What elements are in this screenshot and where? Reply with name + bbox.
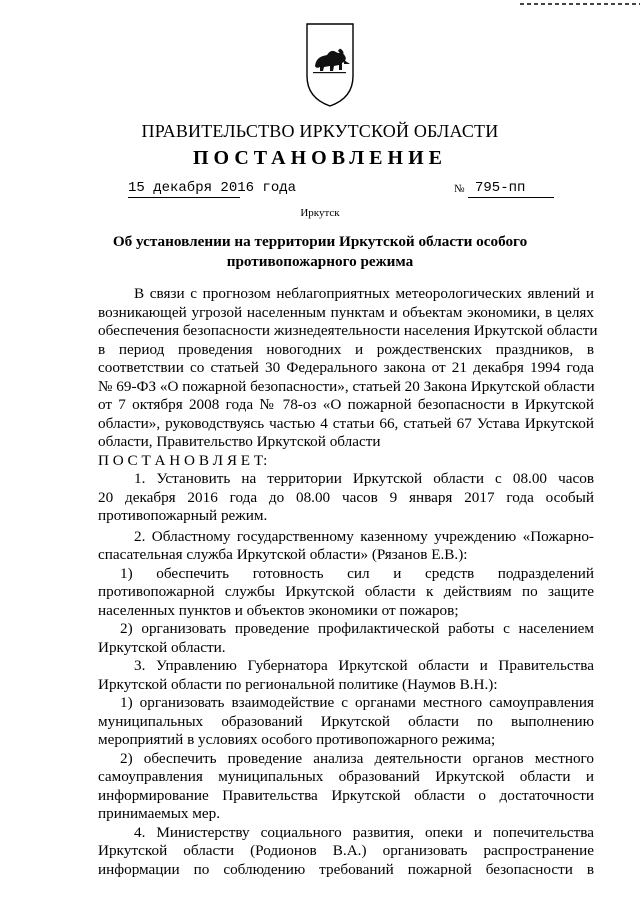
document-type-heading: ПОСТАНОВЛЕНИЕ bbox=[193, 147, 447, 169]
item-4-line: информации по соблюдению требований пожарной безопасности в bbox=[98, 860, 594, 878]
document-body bbox=[98, 285, 598, 879]
item-2-2-line: 2) организовать проведение профилактической работы с населением bbox=[120, 620, 594, 637]
intro-line: обеспечения безопасности жизнедеятельности населения Иркутской области bbox=[98, 322, 598, 339]
document-number: 795-пп bbox=[475, 180, 526, 196]
item-2-1-line: 1) обеспечить готовность сил и средств подразделений bbox=[120, 564, 594, 582]
intro-line: области, Правительство Иркутской области bbox=[98, 433, 381, 450]
date-underline bbox=[128, 197, 240, 198]
subject-line: противопожарного режима bbox=[226, 253, 414, 270]
item-3-2-line: самоуправления муниципальных образований Иркутской области и bbox=[98, 768, 594, 785]
item-3-2-line: информирование Правительства Иркутской области о достаточности bbox=[98, 786, 594, 804]
subject-line: Об установлении на территории Иркутской области особого bbox=[112, 233, 528, 250]
item-2-line: спасательная служба Иркутской области» (Рязанов Е.В.): bbox=[98, 546, 468, 563]
intro-line: В связи с прогнозом неблагоприятных метеорологических явлений и bbox=[134, 285, 594, 302]
item-3-2-line: 2) обеспечить проведение анализа деятельности органов местного bbox=[120, 749, 594, 767]
city-name: Иркутск bbox=[300, 207, 340, 219]
item-3-1-line: мероприятий в условиях особого противопожарного режима; bbox=[98, 731, 496, 748]
intro-line: возникающей угрозой населенным пунктам и объектам экономики, в целях bbox=[98, 303, 594, 321]
item-3-line: Иркутской области по региональной политике (Наумов В.Н.): bbox=[98, 675, 498, 693]
item-1-line: 1. Установить на территории Иркутской области с 08.00 часов bbox=[134, 470, 594, 487]
item-4-line: 4. Министерству социального развития, опеки и попечительства bbox=[134, 823, 594, 841]
item-2-line: 2. Областному государственному казенному учреждению «Пожарно- bbox=[134, 527, 594, 545]
item-2-2-line: Иркутской области. bbox=[98, 638, 226, 656]
item-4-line: Иркутской области (Родионов В.А.) организовать распространение bbox=[98, 842, 594, 859]
document-subject bbox=[110, 232, 530, 272]
item-3-1-line: муниципальных образований Иркутской области по выполнению bbox=[98, 712, 594, 730]
intro-line: № 69-ФЗ «О пожарной безопасности», статьей 20 Закона Иркутской области bbox=[98, 377, 595, 395]
item-1-line: противопожарный режим. bbox=[98, 507, 268, 524]
item-3-1-line: 1) организовать взаимодействие с органами местного самоуправления bbox=[120, 694, 594, 711]
scan-edge-dashes bbox=[520, 3, 640, 5]
intro-line: области», руководствуясь частью 4 статьи 66, статьей 67 Устава Иркутской bbox=[98, 414, 594, 432]
item-1-line: 20 декабря 2016 года до 08.00 часов 9 января 2017 года особый bbox=[98, 488, 594, 506]
item-2-1-line: противопожарной службы Иркутской области к действиям по защите bbox=[98, 583, 594, 600]
number-underline bbox=[468, 197, 554, 198]
government-title: ПРАВИТЕЛЬСТВО ИРКУТСКОЙ ОБЛАСТИ bbox=[141, 121, 499, 141]
intro-line: в период проведения новогодних и рождественских праздников, в bbox=[98, 340, 594, 358]
intro-line: от 7 октября 2008 года № 78-оз «О пожарной безопасности в Иркутской bbox=[98, 396, 594, 413]
item-3-line: 3. Управлению Губернатора Иркутской области и Правительства bbox=[134, 657, 594, 674]
item-2-1-line: населенных пунктов и объектов экономики от пожаров; bbox=[98, 601, 459, 619]
intro-line: соответствии со статьей 30 Федерального закона от 21 декабря 1994 года bbox=[98, 359, 594, 376]
irkutsk-coat-of-arms-icon bbox=[304, 20, 356, 110]
item-3-2-line: принимаемых мер. bbox=[98, 805, 221, 822]
decree-word: П О С Т А Н О В Л Я Е Т: bbox=[98, 451, 268, 469]
document-date: 15 декабря 2016 года bbox=[128, 180, 297, 196]
number-sign: № bbox=[454, 183, 465, 195]
